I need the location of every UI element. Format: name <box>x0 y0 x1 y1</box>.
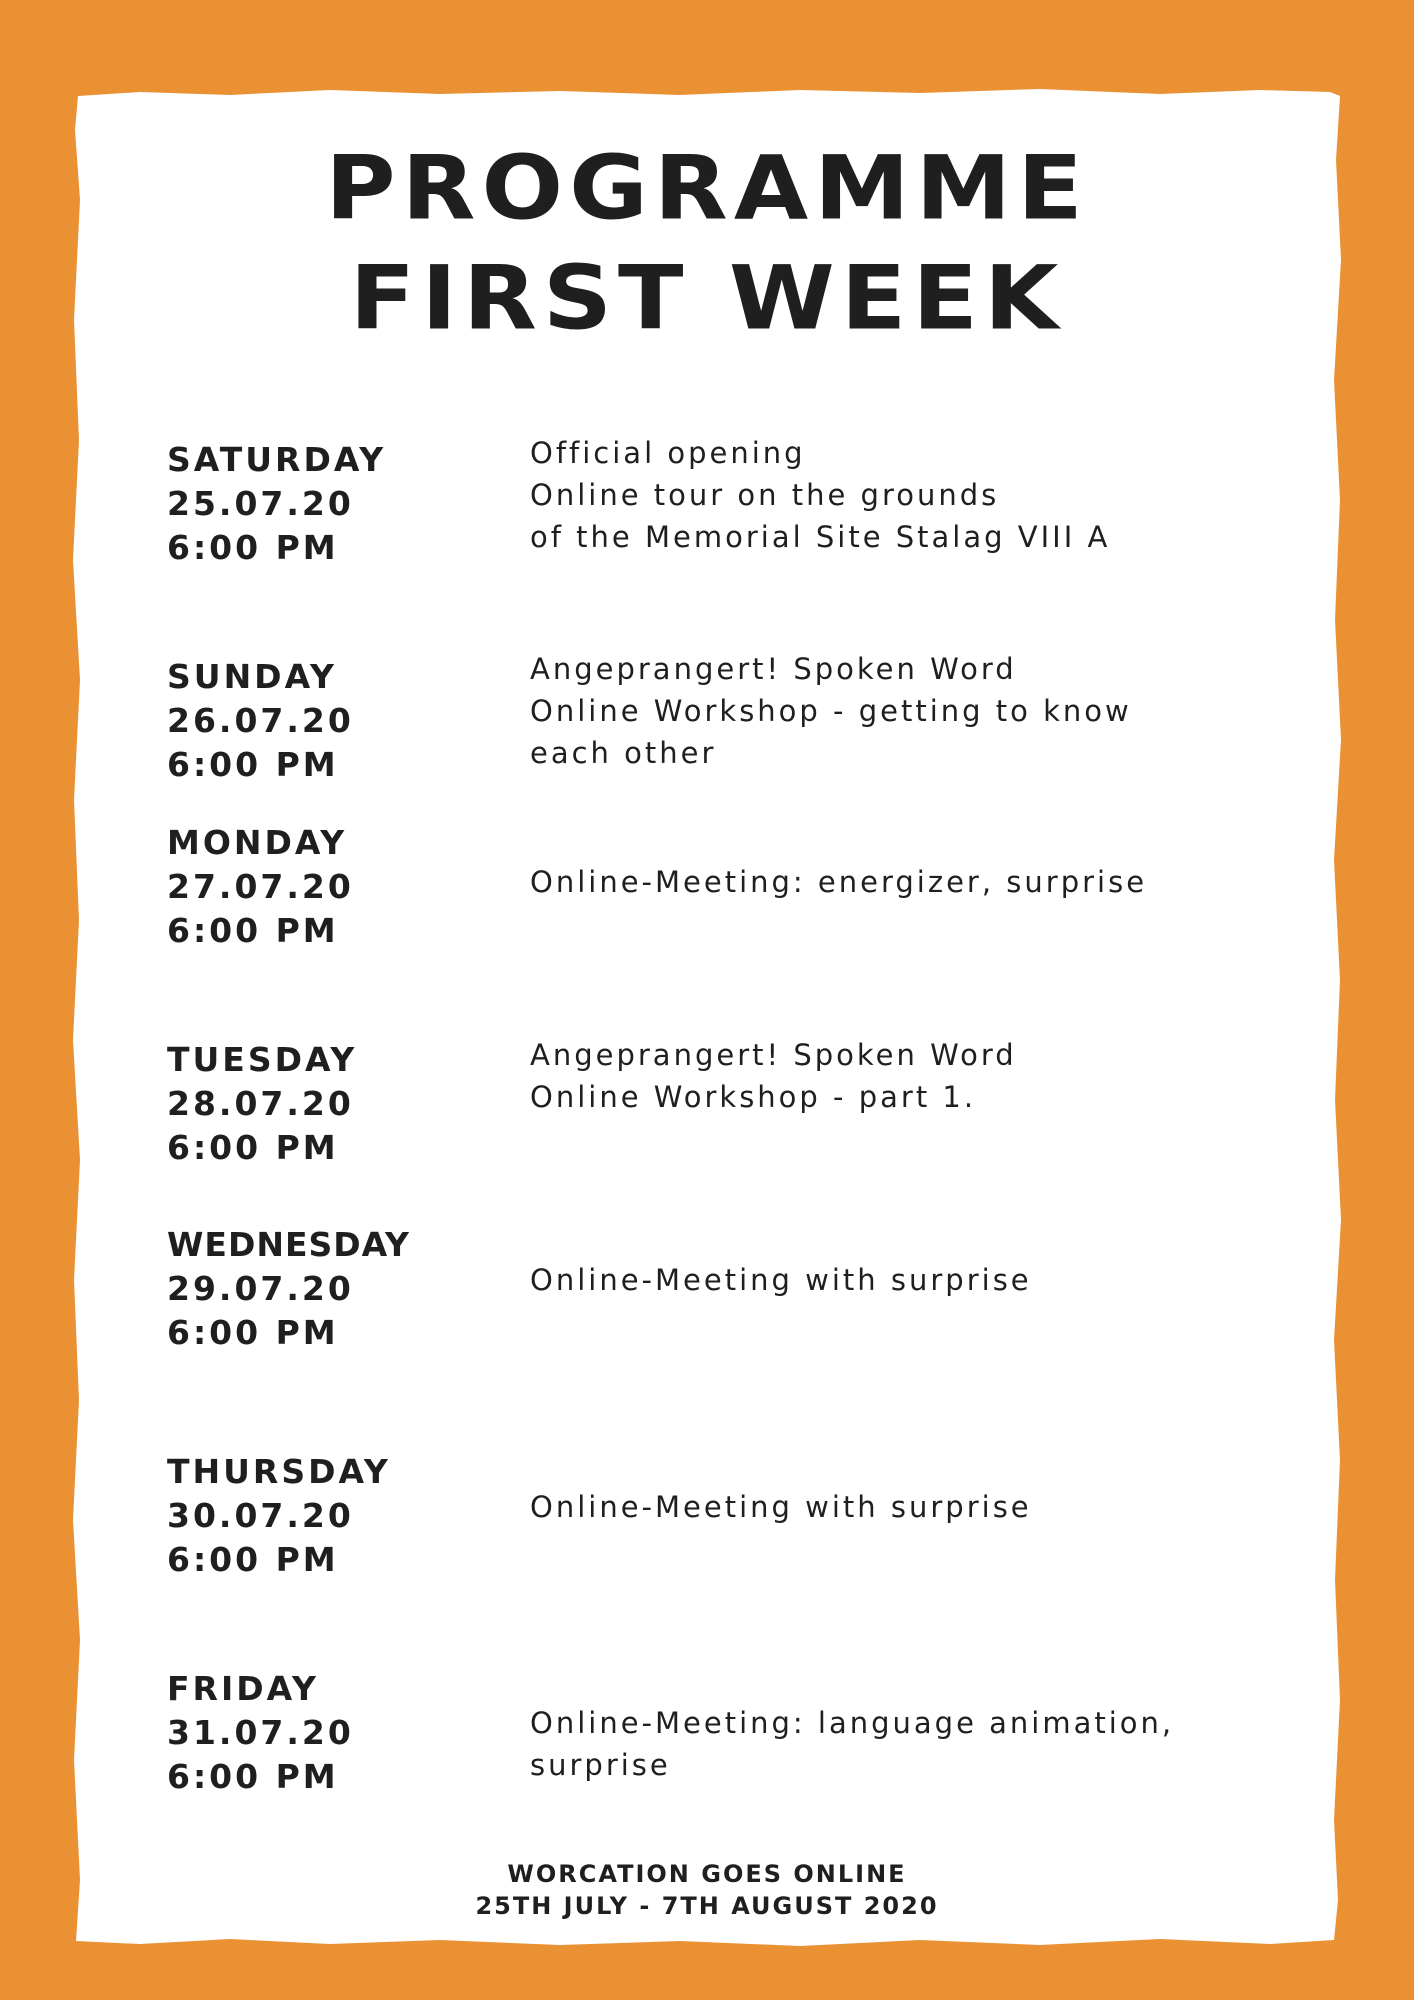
schedule-day-thursday <box>167 1450 467 1582</box>
schedule-day-saturday <box>167 438 467 570</box>
day-date: 28.07.20 <box>167 1084 354 1123</box>
event-line: each other <box>530 736 717 770</box>
day-date: 25.07.20 <box>167 484 354 523</box>
event-line: Online tour on the grounds <box>530 478 1000 512</box>
day-name: SUNDAY <box>167 657 337 696</box>
schedule-day-tuesday <box>167 1038 467 1170</box>
page-title-line-2: FIRST WEEK <box>349 246 1065 350</box>
event-line: Online-Meeting: energizer, surprise <box>530 865 1148 899</box>
schedule-day-monday <box>167 821 467 953</box>
event-line: Angeprangert! Spoken Word <box>530 652 1017 686</box>
day-name: WEDNESDAY <box>167 1225 410 1264</box>
page-title-line-1: PROGRAMME <box>325 136 1089 240</box>
event-line: Online-Meeting with surprise <box>530 1490 1032 1524</box>
footer-event-name: WORCATION GOES ONLINE <box>507 1860 907 1888</box>
event-line: Online Workshop - getting to know <box>530 694 1132 728</box>
day-time: 6:00 PM <box>167 1128 339 1167</box>
event-line: of the Memorial Site Stalag VIII A <box>530 520 1111 554</box>
schedule-event-monday <box>530 861 1310 903</box>
event-line: surprise <box>530 1748 671 1782</box>
day-date: 30.07.20 <box>167 1496 354 1535</box>
event-line: Online-Meeting with surprise <box>530 1263 1032 1297</box>
day-date: 29.07.20 <box>167 1269 354 1308</box>
day-name: THURSDAY <box>167 1452 391 1491</box>
day-date: 31.07.20 <box>167 1713 354 1752</box>
footer-event-dates: 25TH JULY - 7TH AUGUST 2020 <box>475 1892 939 1920</box>
day-date: 27.07.20 <box>167 867 354 906</box>
day-time: 6:00 PM <box>167 1757 339 1796</box>
event-line: Online-Meeting: language animation, <box>530 1706 1175 1740</box>
schedule-event-wednesday <box>530 1259 1310 1301</box>
day-time: 6:00 PM <box>167 1313 339 1352</box>
schedule-event-sunday <box>530 648 1310 774</box>
event-line: Online Workshop - part 1. <box>530 1080 977 1114</box>
event-line: Official opening <box>530 436 806 470</box>
day-name: SATURDAY <box>167 440 387 479</box>
day-time: 6:00 PM <box>167 528 339 567</box>
day-time: 6:00 PM <box>167 911 339 950</box>
day-name: FRIDAY <box>167 1669 319 1708</box>
schedule-event-friday <box>530 1702 1310 1786</box>
day-time: 6:00 PM <box>167 745 339 784</box>
schedule-event-thursday <box>530 1486 1310 1528</box>
schedule-event-saturday <box>530 432 1310 558</box>
schedule-event-tuesday <box>530 1034 1310 1118</box>
day-name: MONDAY <box>167 823 348 862</box>
day-time: 6:00 PM <box>167 1540 339 1579</box>
schedule-day-friday <box>167 1667 467 1799</box>
day-date: 26.07.20 <box>167 701 354 740</box>
schedule-day-sunday <box>167 655 467 787</box>
schedule-day-wednesday <box>167 1223 467 1355</box>
event-line: Angeprangert! Spoken Word <box>530 1038 1017 1072</box>
day-name: TUESDAY <box>167 1040 358 1079</box>
